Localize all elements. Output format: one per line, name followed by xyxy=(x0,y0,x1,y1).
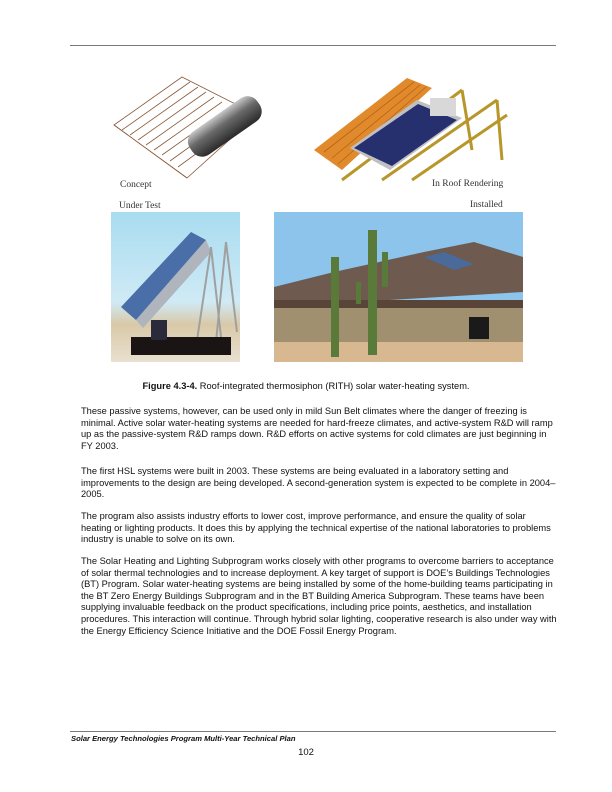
footer-title: Solar Energy Technologies Program Multi-Year Technical Plan xyxy=(71,734,296,743)
under-test-label: Under Test xyxy=(119,201,161,211)
in-roof-rendering-label: In Roof Rendering xyxy=(432,179,504,189)
page-number: 102 xyxy=(298,747,314,758)
paragraph-3: The program also assists industry efforts to lower cost, improve performance, and ensure the quality of solar heating or lighting products. It does this by applying the technical expertise of the national laboratories to problems industry is unable to solve on its own. xyxy=(81,511,551,545)
figure-caption-number: Figure 4.3-4. xyxy=(142,381,198,391)
in-roof-rendering xyxy=(312,70,512,182)
figure-caption xyxy=(0,381,612,391)
footer-rule xyxy=(70,731,556,732)
header-rule xyxy=(70,45,556,46)
paragraph-1: These passive systems, however, can be used only in mild Sun Belt climates where the danger of freezing is minimal. Active solar water-heating systems are needed for hard-freeze climates, and active-system R&D will ramp up as the passive-system R&D ramps down. R&D efforts on active systems for cold climates are just beginning in FY 2003. xyxy=(81,406,553,451)
installed-photo xyxy=(274,212,523,362)
concept-label: Concept xyxy=(120,180,152,190)
paragraph-2: The first HSL systems were built in 2003. These systems are being evaluated in a laboratory setting and improvements to the design are being developed. A second-generation system is expected to be complete in 2004–2005. xyxy=(81,466,556,500)
figure-caption-text: Roof-integrated thermosiphon (RITH) solar water-heating system. xyxy=(197,381,470,391)
under-test-photo xyxy=(111,212,240,362)
paragraph-4: The Solar Heating and Lighting Subprogram works closely with other programs to overcome barriers to acceptance of solar thermal technologies and to increase deployment. A key target of support is DOE’s Buildings Technologies (BT) Program. Solar water-heating systems are being installed by some of the home-building teams participating in the BT Zero Energy Buildings Subprogram and in the BT Building America Subprogram. These teams have been supplying invaluable feedback on the product specifications, including price points, aesthetics, and installation procedures. This interaction will continue. Through hybrid solar lighting, cooperative research is also under way with the Energy Efficiency Science Initiative and the DOE Fossil Energy Program. xyxy=(81,556,557,636)
concept-drawing xyxy=(112,75,272,183)
installed-label: Installed xyxy=(470,200,503,210)
